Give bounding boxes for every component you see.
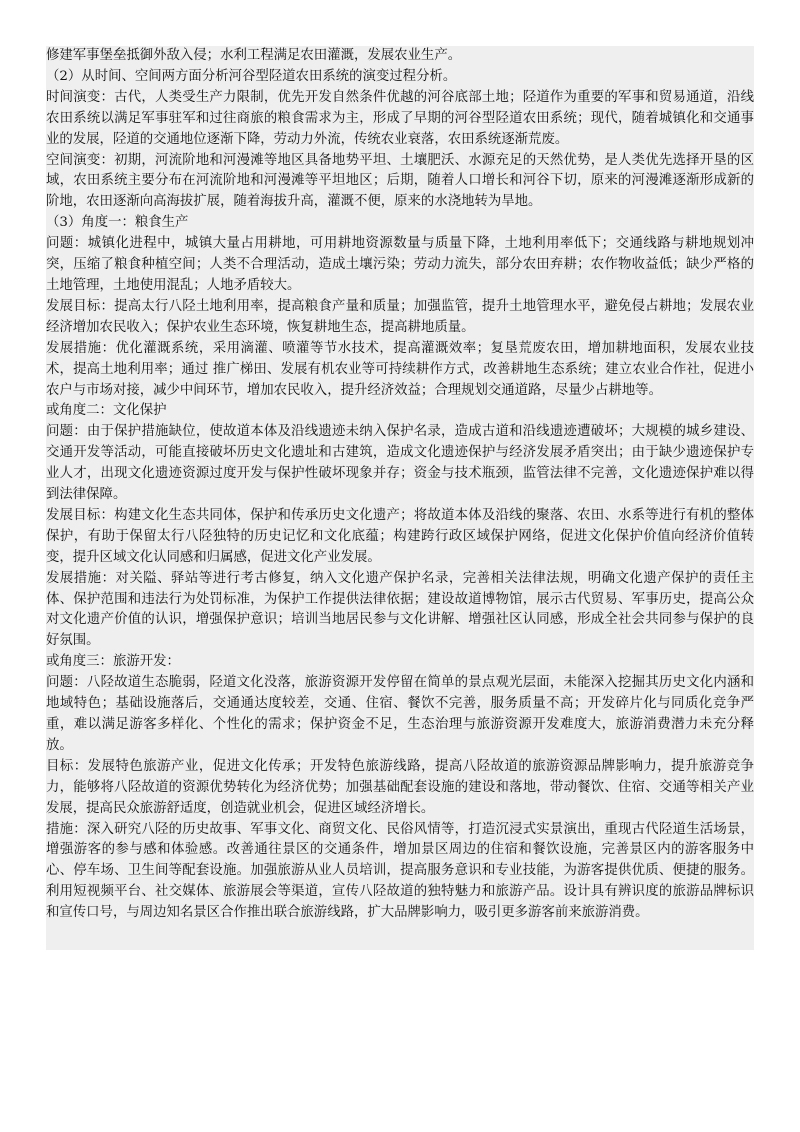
document-text-block	[46, 46, 754, 950]
paragraph-culture-measures: 发展措施：对关隘、驿站等进行考古修复，纳入文化遗产保护名录，完善相关法律法规，明确文化遗产保护的责任主体、保护范围和违法行为处罚标准，为保护工作提供法律依据；建设故道博物馆，展示古代贸易、军事历史，提高公众对文化遗产价值的认识，增强保护意识；培训当地居民参与文化讲解、增强社区认同感，形成全社会共同参与保护的良好氛围。	[46, 570, 754, 649]
paragraph-military-water: 修建军事堡垒抵御外敌入侵；水利工程满足农田灌溉，发展农业生产。	[46, 48, 462, 63]
paragraph-food-measures: 发展措施：优化灌溉系统，采用滴灌、喷灌等节水技术，提高灌溉效率；复垦荒废农田，增加耕地面积，发展农业技术，提高土地利用率；通过 推广梯田、发展有机农业等可持续耕作方式，改善耕地生态系统；建立农业合作社，促进小农户与市场对接，减少中间环节，增加农民收入，提升经济效益；合理规划交通道路，尽量少占耕地等。	[46, 340, 754, 398]
paragraph-space-evolution: 空间演变：初期，河流阶地和河漫滩等地区具备地势平坦、土壤肥沃、水源充足的天然优势，是人类优先选择开垦的区域，农田系统主要分布在河流阶地和河漫滩等平坦地区；后期，随着人口增长和河谷下切，原来的河漫滩逐渐形成新的阶地，农田逐渐向高海拔扩展，随着海拔升高，灌溉不便，原来的水浇地转为旱地。	[46, 152, 754, 210]
paragraph-food-problems: 问题：城镇化进程中，城镇大量占用耕地，可用耕地资源数量与质量下降，土地利用率低下；交通线路与耕地规划冲突，压缩了粮食种植空间；人类不合理活动，造成土壤污染；劳动力流失，部分农田弃耕；农作物收益低；缺少严格的土地管理，土地使用混乱；人地矛盾较大。	[46, 236, 754, 293]
paragraph-tourism-measures: 措施：深入研究八陉的历史故事、军事文化、商贸文化、民俗风情等，打造沉浸式实景演出，重现古代陉道生活场景，增强游客的参与感和体验感。改善通往景区的交通条件，增加景区周边的住宿和餐饮设施，完善景区内的游客服务中心、停车场、卫生间等配套设施。加强旅游从业人员培训，提高服务意识和专业技能，为游客提供优质、便捷的服务。利用短视频平台、社交媒体、旅游展会等渠道，宣传八陉故道的独特魅力和旅游产品。设计具有辨识度的旅游品牌标识和宣传口号，与周边知名景区合作推出联合旅游线路，扩大品牌影响力，吸引更多游客前来旅游消费。	[46, 821, 754, 921]
paragraph-time-evolution: 时间演变：古代，人类受生产力限制，优先开发自然条件优越的河谷底部土地；陉道作为重要的军事和贸易通道，沿线农田系统以满足军事驻军和过往商旅的粮食需求为主，形成了早期的河谷型陉道农田系统；现代，随着城镇化和交通事业的发展，陉道的交通地位逐渐下降，劳动力外流，传统农业衰落，农田系统逐渐荒废。	[46, 89, 754, 147]
paragraph-culture-goals: 发展目标：构建文化生态共同体，保护和传承历史文化遗产；将故道本体及沿线的聚落、农田、水系等进行有机的整体保护，有助于保留太行八陉独特的历史记忆和文化底蕴；构建跨行政区域保护网络，促进文化保护价值向经济价值转变，提升区域文化认同感和归属感，促进文化产业发展。	[46, 507, 754, 565]
paragraph-tourism-goals: 目标：发展特色旅游产业，促进文化传承；开发特色旅游线路，提高八陉故道的旅游资源品牌影响力，提升旅游竞争力，能够将八陉故道的资源优势转化为经济优势；加强基础配套设施的建设和落地，带动餐饮、住宿、交通等相关产业发展，提高民众旅游舒适度，创造就业机会，促进区域经济增长。	[46, 758, 754, 816]
paragraph-question-2: （2）从时间、空间两方面分析河谷型陉道农田系统的演变过程分析。	[46, 68, 457, 84]
heading-angle-2-culture: 或角度二：文化保护	[46, 403, 167, 419]
paragraph-culture-problems: 问题：由于保护措施缺位，使故道本体及沿线遗迹未纳入保护名录，造成古道和沿线遗迹遭破坏；大规模的城乡建设、交通开发等活动，可能直接破坏历史文化遗址和古建筑，造成文化遗迹保护与经济发展矛盾突出；由于缺少遗迹保护专业人才，出现文化遗迹资源过度开发与保护性破坏现象并存；资金与技术瓶颈，监管法律不完善，文化遗迹保护难以得到法律保障。	[46, 424, 754, 503]
heading-angle-3-tourism: 或角度三：旅游开发：	[46, 654, 180, 670]
paragraph-food-goals: 发展目标：提高太行八陉土地利用率，提高粮食产量和质量；加强监管，提升土地管理水平，避免侵占耕地；发展农业经济增加农民收入；保护农业生态环境，恢复耕地生态，提高耕地质量。	[46, 298, 754, 335]
heading-angle-1-food: （3）角度一：粮食生产	[46, 215, 189, 231]
paragraph-tourism-problems: 问题：八陉故道生态脆弱，陉道文化没落，旅游资源开发停留在简单的景点观光层面，未能深入挖掘其历史文化内涵和地域特色；基础设施落后，交通通达度较差，交通、住宿、餐饮不完善，服务质量不高；开发碎片化与同质化竞争严重，难以满足游客多样化、个性化的需求；保护资金不足，生态治理与旅游资源开发难度大，旅游消费潜力未充分释放。	[46, 675, 754, 753]
